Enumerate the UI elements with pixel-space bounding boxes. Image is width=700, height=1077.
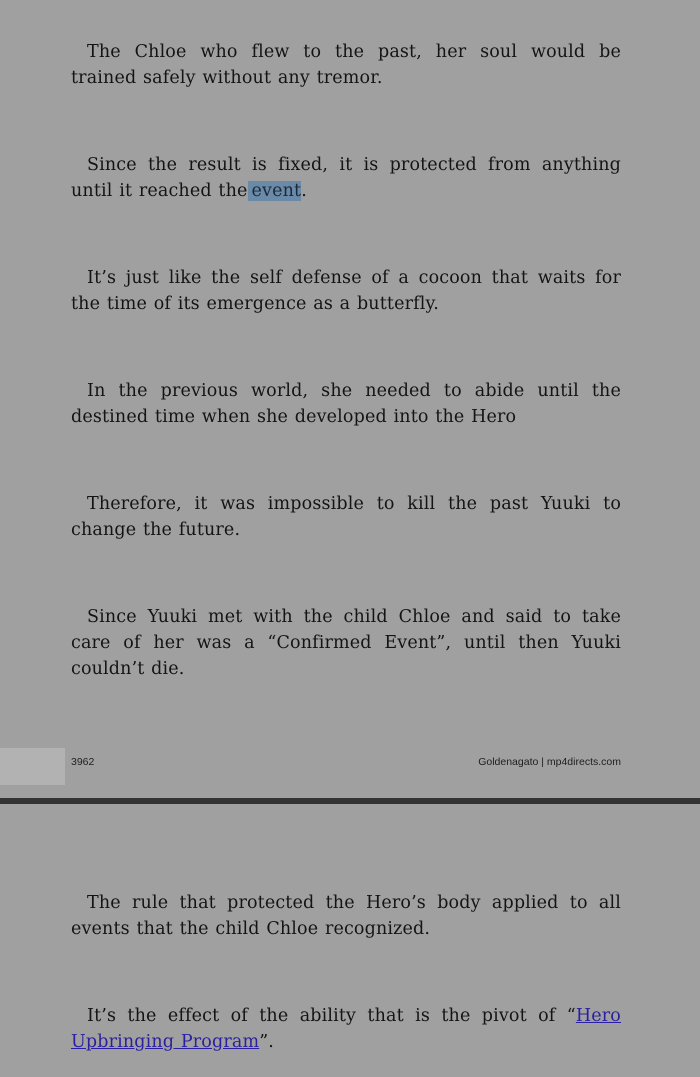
paragraph-with-link: [71, 1003, 621, 1055]
paragraph-text: ”.: [259, 1032, 275, 1052]
paragraph-text: It’s the effect of the ability that is the pivot of “: [87, 1006, 576, 1026]
paragraph: In the previous world, she needed to abide until the destined time when she developed into the Hero: [71, 381, 621, 427]
paragraph: Since Yuuki met with the child Chloe and said to take care of her was a “Confirmed Event”, until then Yuuki couldn’t die.: [71, 607, 621, 679]
paragraph-text: Since the result is fixed, it is protected from anything until it reached the: [71, 155, 621, 201]
page-edge-marker: [0, 748, 65, 785]
paragraph-text: .: [301, 181, 307, 201]
paragraph-with-selection: [71, 152, 621, 204]
paragraph: The rule that protected the Hero’s body applied to all events that the child Chloe recognized.: [71, 893, 621, 939]
paragraph: It’s just like the self defense of a cocoon that waits for the time of its emergence as a butterfly.: [71, 268, 621, 314]
paragraph: The Chloe who flew to the past, her soul would be trained safely without any tremor.: [71, 42, 621, 88]
page-number: 3962: [71, 756, 95, 768]
page-source-footer: Goldenagato | mp4directs.com: [478, 756, 621, 768]
paragraph: Therefore, it was impossible to kill the past Yuuki to change the future.: [71, 494, 621, 540]
hero-upbringing-program-link[interactable]: Hero Upbringing Program: [71, 1006, 621, 1052]
selected-text-highlight[interactable]: event: [248, 181, 302, 201]
reader-page-bottom: [0, 804, 700, 1077]
